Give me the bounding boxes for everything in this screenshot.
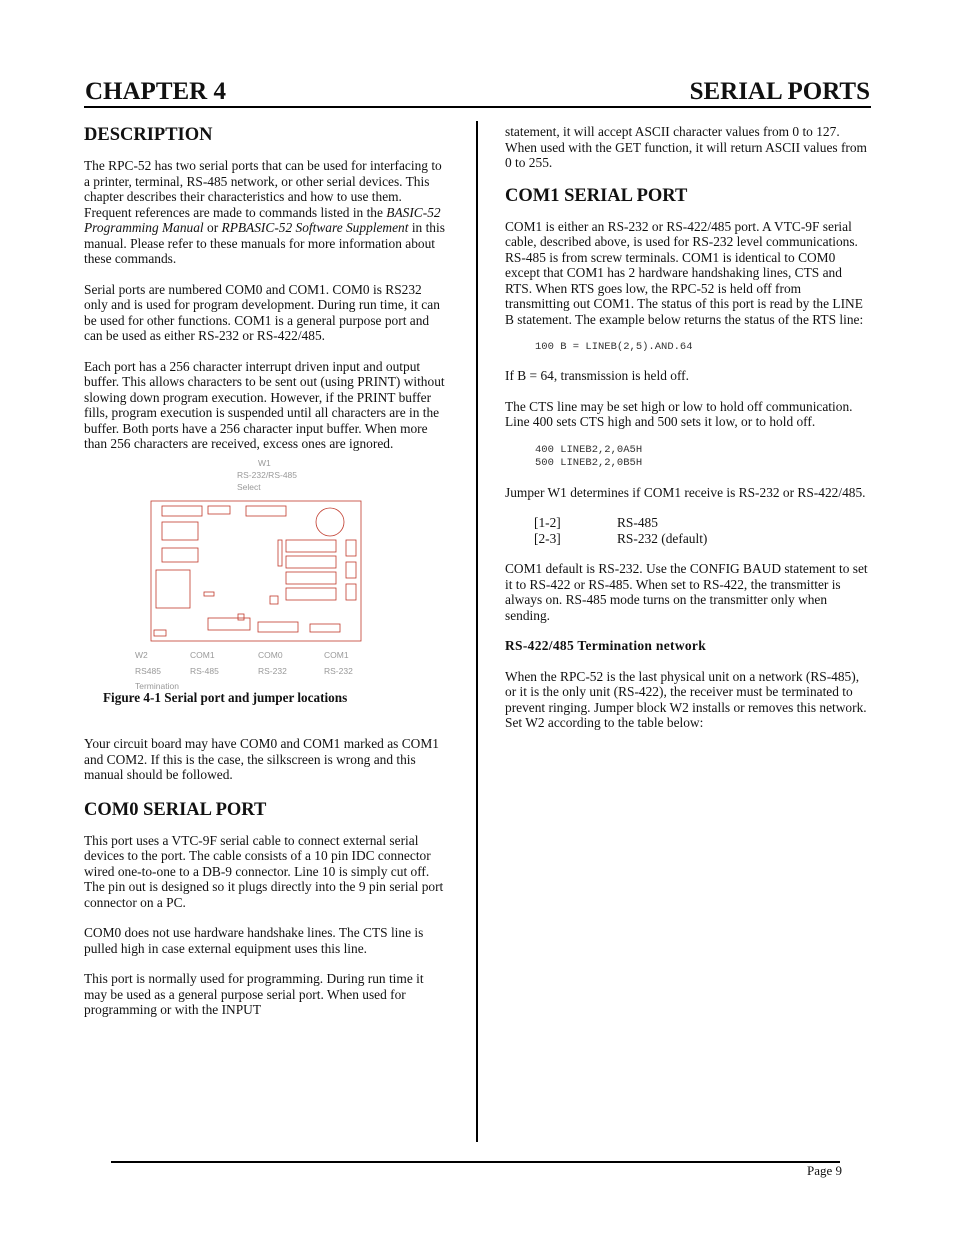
paragraph: Each port has a 256 character interrupt driven input and output buffer. This allows characters to be sent out (using PRINT) without slowing down program execution. However, if the PRINT buffer fills, program execution is suspended until all characters are in the buffer. Both ports have a 256 character input buffer. When more than 256 characters are received, excess ones are ignored. — [84, 358, 445, 451]
code-sample: 500 LINEB2,2,0B5H — [535, 456, 643, 469]
figure-caption: Figure 4-1 Serial port and jumper locations — [103, 689, 348, 705]
footer-rule — [111, 1161, 840, 1163]
paragraph: Your circuit board may have COM0 and COM1 marked as COM1 and COM2. If this is the case, the silkscreen is wrong and this manual should be followed. — [84, 736, 439, 782]
chapter-title: SERIAL PORTS — [689, 78, 870, 105]
header-rule — [84, 106, 871, 108]
paragraph: COM1 is either an RS-232 or RS-422/485 port. A VTC-9F serial cable, described above, is used for RS-232 level communications. RS-485 is from screw terminals. COM1 is identical to COM0 except that COM1 has 2 hardware handshaking lines, CTS and RTS. When RTS goes low, the RPC-52 is held off from transmitting out COM1. The status of this port is read by the LINE B statement. The example below returns the status of the RTS line: — [505, 218, 864, 327]
paragraph: If B = 64, transmission is held off. — [505, 368, 689, 383]
com0-heading: COM0 SERIAL PORT — [84, 799, 267, 820]
paragraph: The CTS line may be set high or low to hold off communication. Line 400 sets CTS high and 500 sets it low, or to hold off. — [505, 398, 853, 429]
com1-heading: COM1 SERIAL PORT — [505, 185, 688, 206]
paragraph: This port uses a VTC-9F serial cable to connect external serial devices to the port. The cable consists of a 10 pin IDC connector wired one-to-one to a DB-9 connector. Line 10 is simply cut off. The pin out is designed so it plugs directly into the 9 pin serial port connector on a PC. — [84, 832, 444, 910]
left-column — [84, 124, 448, 1018]
paragraph: When the RPC-52 is the last physical unit on a network (RS-485), or it is the only unit (RS-422), the receiver must be terminated to prevent ringing. Jumper block W2 installs or removes this network. Set W2 according to the table below: — [505, 668, 867, 730]
jumper-row: [2-3] RS-232 (default) — [534, 530, 708, 546]
circuit-board-drawing — [150, 500, 362, 642]
termination-heading: RS-422/485 Termination network — [505, 638, 707, 653]
page-number: Page 9 — [806, 1163, 842, 1178]
paragraph: Jumper W1 determines if COM1 receive is RS-232 or RS-422/485. — [505, 484, 866, 500]
paragraph: statement, it will accept ASCII character values from 0 to 127. When used with the GET function, it will return ASCII values from 0 to 255. — [505, 124, 867, 170]
paragraph: This port is normally used for programming. During run time it may be used as a general purpose serial port. When used for programming or with the INPUT — [84, 971, 424, 1017]
code-sample: 100 B = LINEB(2,5).AND.64 — [535, 341, 693, 353]
manual-title: BASIC-52 Programming Manual — [84, 204, 441, 235]
column-divider — [476, 121, 478, 1142]
jumper-row: [1-2] RS-485 — [534, 515, 658, 530]
code-sample: 400 LINEB2,2,0A5H — [535, 443, 643, 456]
description-heading: DESCRIPTION — [84, 125, 213, 145]
paragraph: Serial ports are numbered COM0 and COM1. COM0 is RS232 only and is used for program development. During run time, it can be used for other functions. COM1 is a general purpose port and can be used as either RS-232 or RS-422/485. — [84, 281, 440, 343]
paragraph: COM0 does not use hardware handshake lines. The CTS line is pulled high in case external equipment uses this line. — [84, 925, 424, 956]
right-column — [505, 124, 869, 731]
paragraph: The RPC-52 has two serial ports that can be used for interfacing to a printer, terminal, RS-485 network, or other serial devices. This chapter describes their characteristics and how to use them. Frequent references are made to commands listed in the BASIC-52 Programming Manual or RPBASIC-52 Software Supplement in this manual. Please refer to these manuals for more information about these commands. — [84, 158, 445, 266]
chapter-number: CHAPTER 4 — [85, 78, 226, 105]
paragraph: COM1 default is RS-232. Use the CONFIG BAUD statement to set it to RS-422 or RS-485. When set to RS-422, the transmitter is always on. RS-485 mode turns on the transmitter only when sending. — [505, 561, 868, 623]
board-figure: W1 RS-232/RS-485 Select W2 RS485 Termination COM1 RS-485 COM0 RS-232 COM1 RS-232 — [84, 452, 448, 690]
manual-title: RPBASIC-52 Software Supplement — [221, 220, 409, 235]
